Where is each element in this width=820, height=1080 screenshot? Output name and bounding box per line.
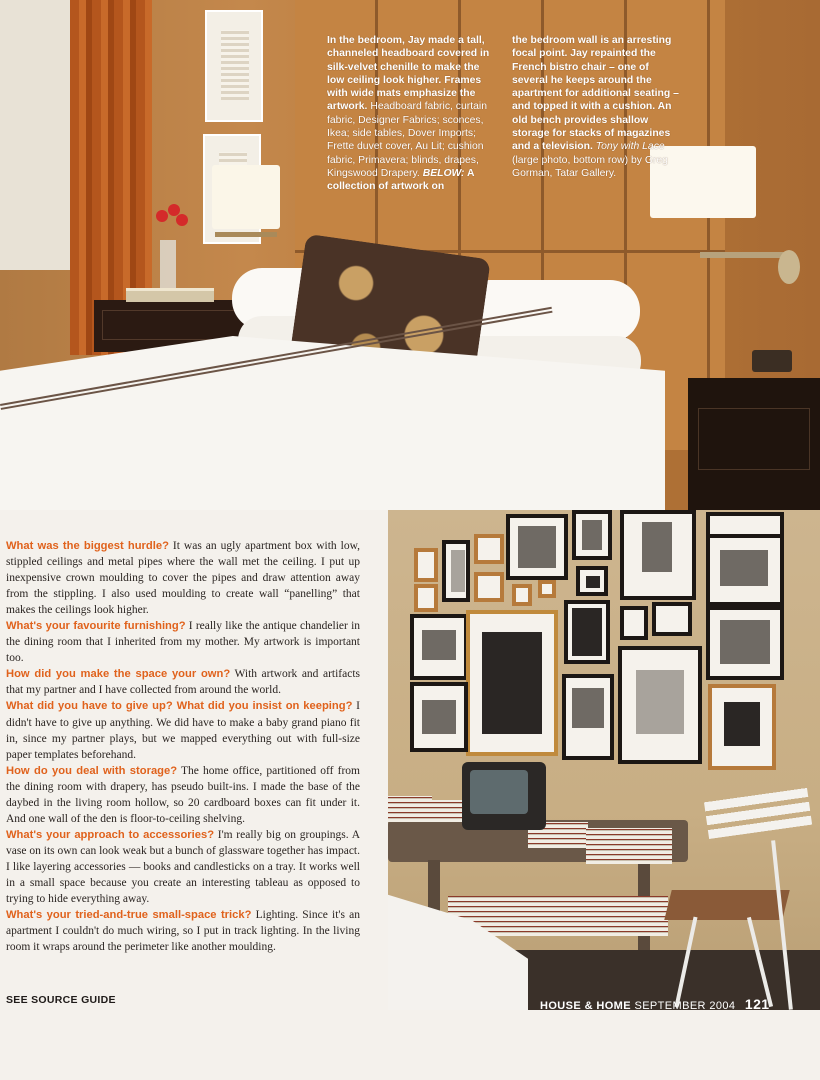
framed-photo <box>708 684 776 770</box>
glass-vase <box>160 240 176 292</box>
question: What's your favourite furnishing? <box>6 620 186 633</box>
framed-photo <box>564 600 610 664</box>
caption-continued: the bedroom wall is an arresting focal point. Jay repainted the French bistro chair – one of several he keeps around the apartment for additional seating – and topped it with a cushion. An old bench provides shallow storage for stacks of magazines and a television. <box>512 35 679 153</box>
small-frame <box>414 584 438 612</box>
caption-below-label: BELOW: <box>422 167 465 179</box>
question: What's your approach to accessories? <box>6 828 215 841</box>
framed-portrait <box>706 606 784 680</box>
framed-photo <box>506 514 568 580</box>
framed-sculpture-photo <box>620 510 696 600</box>
framed-photo <box>652 602 692 636</box>
answer: Lighting. Since it's an apartment I couldn't do much wiring, so I put in track lighting. In the living room it wraps around the perimeter like another moulding. <box>6 909 361 954</box>
qa-item <box>6 827 360 907</box>
framed-photo <box>410 682 468 752</box>
small-frame <box>414 548 438 582</box>
framed-photo <box>576 566 608 596</box>
page-folio <box>540 996 769 1012</box>
caption-art-credit: (large photo, bottom row) by Greg Gorman, Tatar Gallery. <box>512 154 668 179</box>
question: How did you make the space your own? <box>6 668 231 681</box>
art-wall-photo <box>388 510 820 1010</box>
answer: The home office, partitioned off from the dining room with drapery, has pseudo built-ins. I made the base of the daybed in the living room hollow, so 20 cardboard boxes can fit under it. And one wall of the den is floor-to-ceiling shelving. <box>6 764 360 825</box>
small-frame <box>474 572 504 602</box>
qa-item <box>6 907 360 955</box>
answer: I'm really big on groupings. A vase on its own can look weak but a bunch of glassware together has impact. I like layering accessories — books and candlesticks on a tray. It works well in a small space because you create an interesting tableau as opposed to trying to hide everything away. <box>6 828 361 906</box>
caption-credits: Headboard fabric, curtain fabric, Designer Fabrics; sconces, Ikea; side tables, Dover Imports; Frette duvet cover, Au Lit; cushion fabric, Primavera; blinds, drapes, Kingswood Drapery. <box>327 101 487 179</box>
bedroom-photo <box>0 0 820 510</box>
framed-photo <box>410 614 468 680</box>
right-nightstand <box>688 378 820 510</box>
question: What did you have to give up? What did you insist on keeping? <box>6 700 353 713</box>
alarm-clock <box>752 350 792 372</box>
left-sconce-arm <box>215 232 277 237</box>
framed-photo <box>572 510 612 560</box>
framed-architecture-photo <box>618 646 702 764</box>
photo-caption-left <box>327 34 499 194</box>
answer: With artwork and artifacts that my partner and I have collected from around the world. <box>6 668 360 697</box>
qa-item <box>6 763 360 827</box>
qa-item <box>6 618 360 666</box>
qa-item <box>6 666 360 698</box>
magazine-stack <box>586 828 672 864</box>
flowers <box>152 204 192 234</box>
framed-photo-tony-with-lace <box>466 610 558 756</box>
caption-below-text: A collection of artwork on <box>327 167 475 193</box>
small-frame <box>538 580 556 598</box>
question: What's your tried-and-true small-space trick? <box>6 909 252 922</box>
magazine-stack <box>424 800 464 822</box>
book-stack <box>126 288 214 302</box>
right-sconce-arm <box>700 252 792 258</box>
left-sconce-shade <box>212 165 280 229</box>
photo-caption-right <box>512 34 680 180</box>
page-number: 121 <box>744 996 770 1012</box>
framed-portrait <box>562 674 614 760</box>
qa-item <box>6 538 360 618</box>
answer: It was an ugly apartment box with low, stippled ceilings and metal pipes where the wall met the ceiling. I put up inexpensive crown moulding to cover the pipes and draw attention away from the stippling. I also used moulding to create wall “panelling” that makes the ceilings look higher. <box>6 540 361 617</box>
answer: I really like the antique chandelier in the dining room that I inherited from my mother. My artwork is important too. <box>6 620 361 665</box>
window <box>0 0 72 270</box>
question: What was the biggest hurdle? <box>6 540 169 552</box>
source-guide-link[interactable]: SEE SOURCE GUIDE <box>6 994 116 1006</box>
small-frame <box>512 584 532 606</box>
small-frame <box>474 534 504 564</box>
qa-item <box>6 698 360 762</box>
bistro-chair-back <box>704 787 812 839</box>
framed-photo <box>620 606 648 640</box>
framed-photo <box>706 534 784 606</box>
magazine-name: HOUSE & HOME <box>540 1000 631 1012</box>
framed-print <box>442 540 470 602</box>
right-sconce-plate <box>778 250 800 284</box>
framed-artwork-upper <box>205 10 263 122</box>
question: How do you deal with storage? <box>6 764 178 777</box>
bistro-chair-cushion <box>664 890 789 920</box>
issue-date: SEPTEMBER 2004 <box>634 1000 736 1012</box>
interview-text <box>6 538 360 955</box>
caption-lead: In the bedroom, Jay made a tall, channeled headboard covered in silk-velvet chenille to make the low ceiling look higher. Frames with wide mats emphasize the artwork. <box>327 35 490 113</box>
television <box>462 762 546 830</box>
caption-art-title: Tony with Lace <box>595 141 665 153</box>
answer: I didn't have to give up anything. We did have to make a baby grand piano fit in, since my partner plays, but we mapped everything out with full-size paper templates beforehand. <box>6 700 360 761</box>
